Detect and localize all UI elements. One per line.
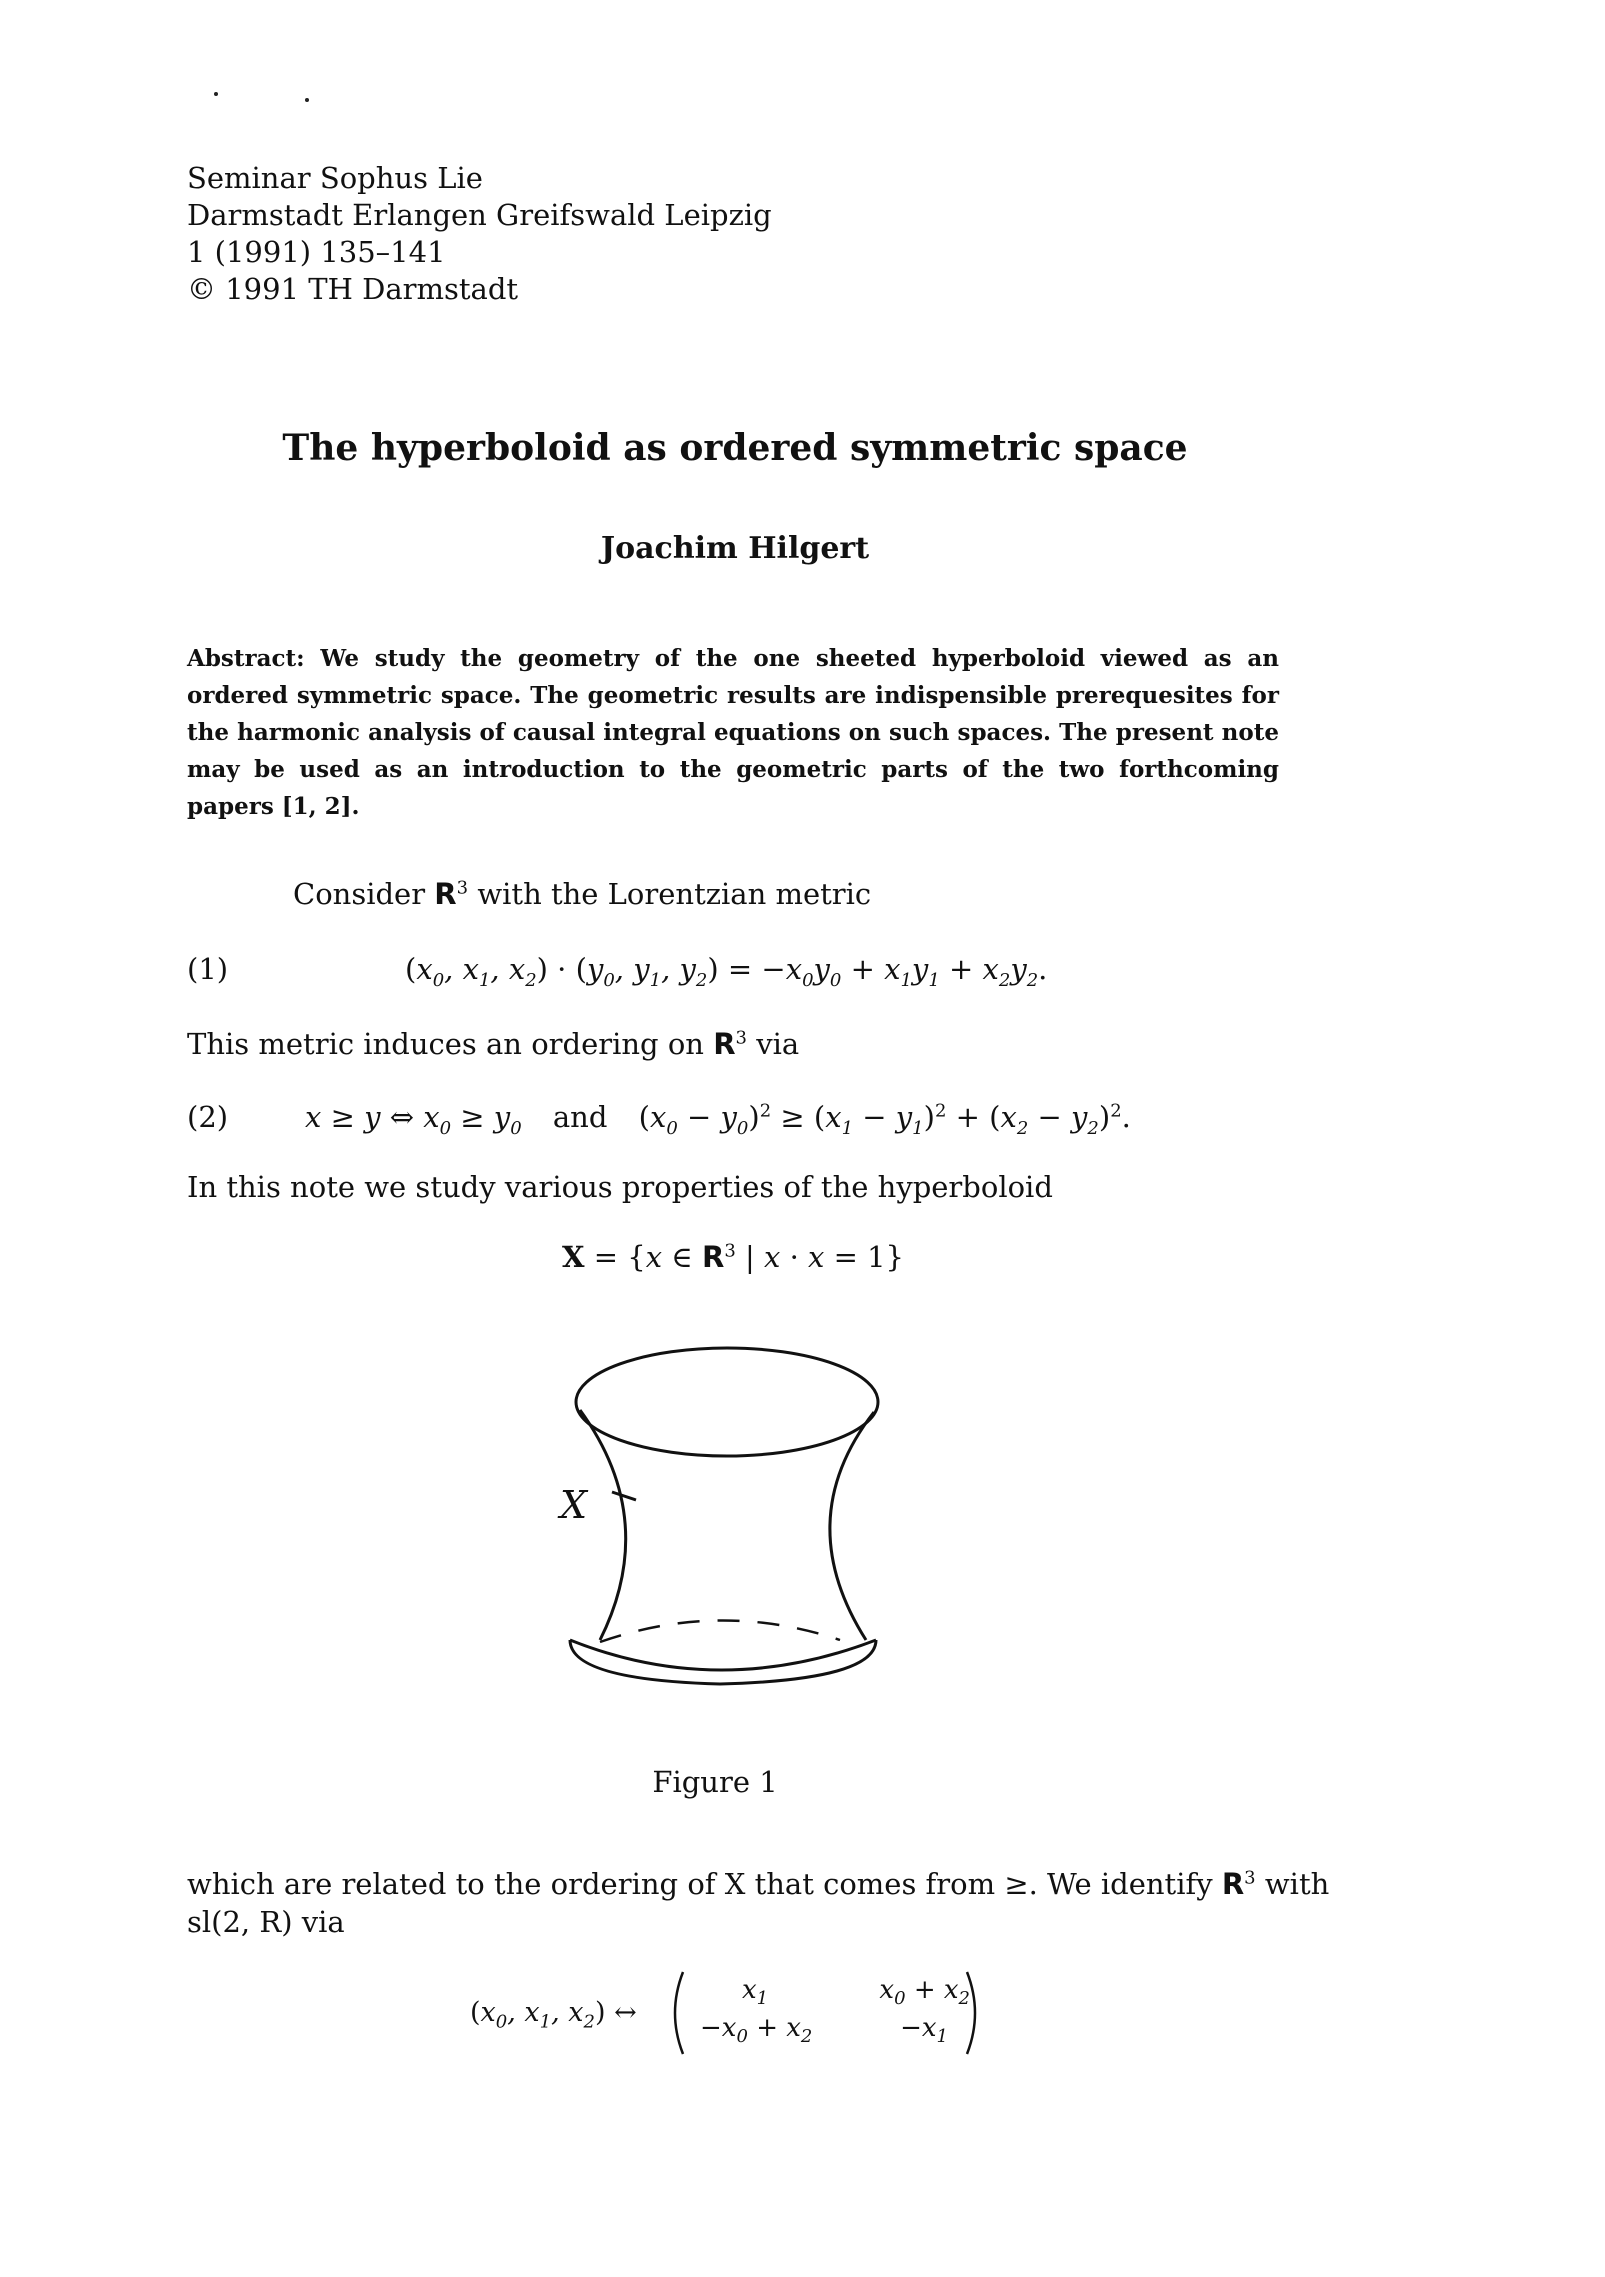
- paper-title: The hyperboloid as ordered symmetric space: [282, 427, 1188, 469]
- paragraph-consider: Consider $R^3$ with the Lorentzian metric: [293, 877, 872, 911]
- paragraph-identify: which are related to the ordering of X that comes from ≥. We identify $R^3$ with: [187, 1867, 1330, 1901]
- matrix-lhs: ($x_0$, $x_1$, $x_2$) ↔: [470, 1997, 637, 2033]
- right-side-curve: [830, 1412, 874, 1640]
- left-paren: [675, 1972, 683, 2054]
- p5-start: sl(2, R): [187, 1905, 293, 1939]
- equation-2-number: (2): [187, 1100, 229, 1134]
- scan-speck: [305, 98, 309, 102]
- paragraph-ordering: This metric induces an ordering on $R^3$ via: [187, 1027, 800, 1061]
- p5-end: via: [301, 1905, 345, 1939]
- bottom-back-dashed: [600, 1620, 840, 1642]
- header-line-2: Darmstadt Erlangen Greifswald Leipzig: [187, 198, 772, 232]
- figure-label-x: X: [560, 1483, 588, 1527]
- hyperboloid-definition: X = {x ∈ $R^3$ | x · x = 1}: [562, 1240, 904, 1274]
- p4-end: with: [1264, 1867, 1330, 1901]
- header-line-1: Seminar Sophus Lie: [187, 161, 483, 195]
- journal-header: [187, 160, 772, 308]
- p4-start: which are related to the ordering of X that comes from ≥. We identify: [187, 1867, 1213, 1901]
- p1-end: with the Lorentzian metric: [477, 877, 872, 911]
- bottom-rim: [570, 1640, 876, 1684]
- bottom-front-curve: [570, 1640, 876, 1670]
- matrix-body: $x_1$ $x_0 + x_2$ $-x_0 + x_2$ $-x_1$: [700, 1975, 970, 2048]
- abstract-label: Abstract:: [187, 645, 305, 672]
- header-line-3: 1 (1991) 135–141: [187, 235, 446, 269]
- scan-speck: [214, 92, 218, 96]
- paragraph-sl2r: [187, 1905, 345, 1939]
- hyperboloid-figure: [540, 1340, 900, 1720]
- p2-start: This metric induces an ordering on: [187, 1027, 704, 1061]
- equation-1-number: (1): [187, 952, 229, 986]
- equation-1: ($x_0$, $x_1$, $x_2) \cdot (y_0$, $y_1$, $y_2) = -x_0y_0 + x_1y_1 + x_2y_2$.: [405, 952, 1048, 991]
- top-rim: [576, 1348, 878, 1456]
- p1-start: Consider: [293, 877, 426, 911]
- abstract-text: We study the geometry of the one sheeted hyperboloid viewed as an ordered symmetric space. The geometric results are indispensible prerequesites for the harmonic analysis of causal integral equations on such spaces. The present note may be used as an introduction to the geometric parts of the two forthcoming papers [1, 2].: [187, 645, 1279, 820]
- equation-2-and: and: [552, 1100, 608, 1134]
- header-line-4: © 1991 TH Darmstadt: [187, 272, 519, 306]
- paper-author: Joachim Hilgert: [600, 531, 870, 566]
- paragraph-hyperboloid: In this note we study various properties of the hyperboloid: [187, 1170, 1053, 1204]
- figure-caption: Figure 1: [652, 1765, 778, 1799]
- equation-2: x ≥ y ⇔ $x_0 \ge y_0$ and $(x_0 - y_0)^2 \ge (x_1 - y_1)^2 + (x_2 - y_2)^2$.: [305, 1100, 1131, 1139]
- p2-end: via: [756, 1027, 800, 1061]
- label-pointer: [612, 1492, 636, 1500]
- abstract: [187, 640, 1279, 825]
